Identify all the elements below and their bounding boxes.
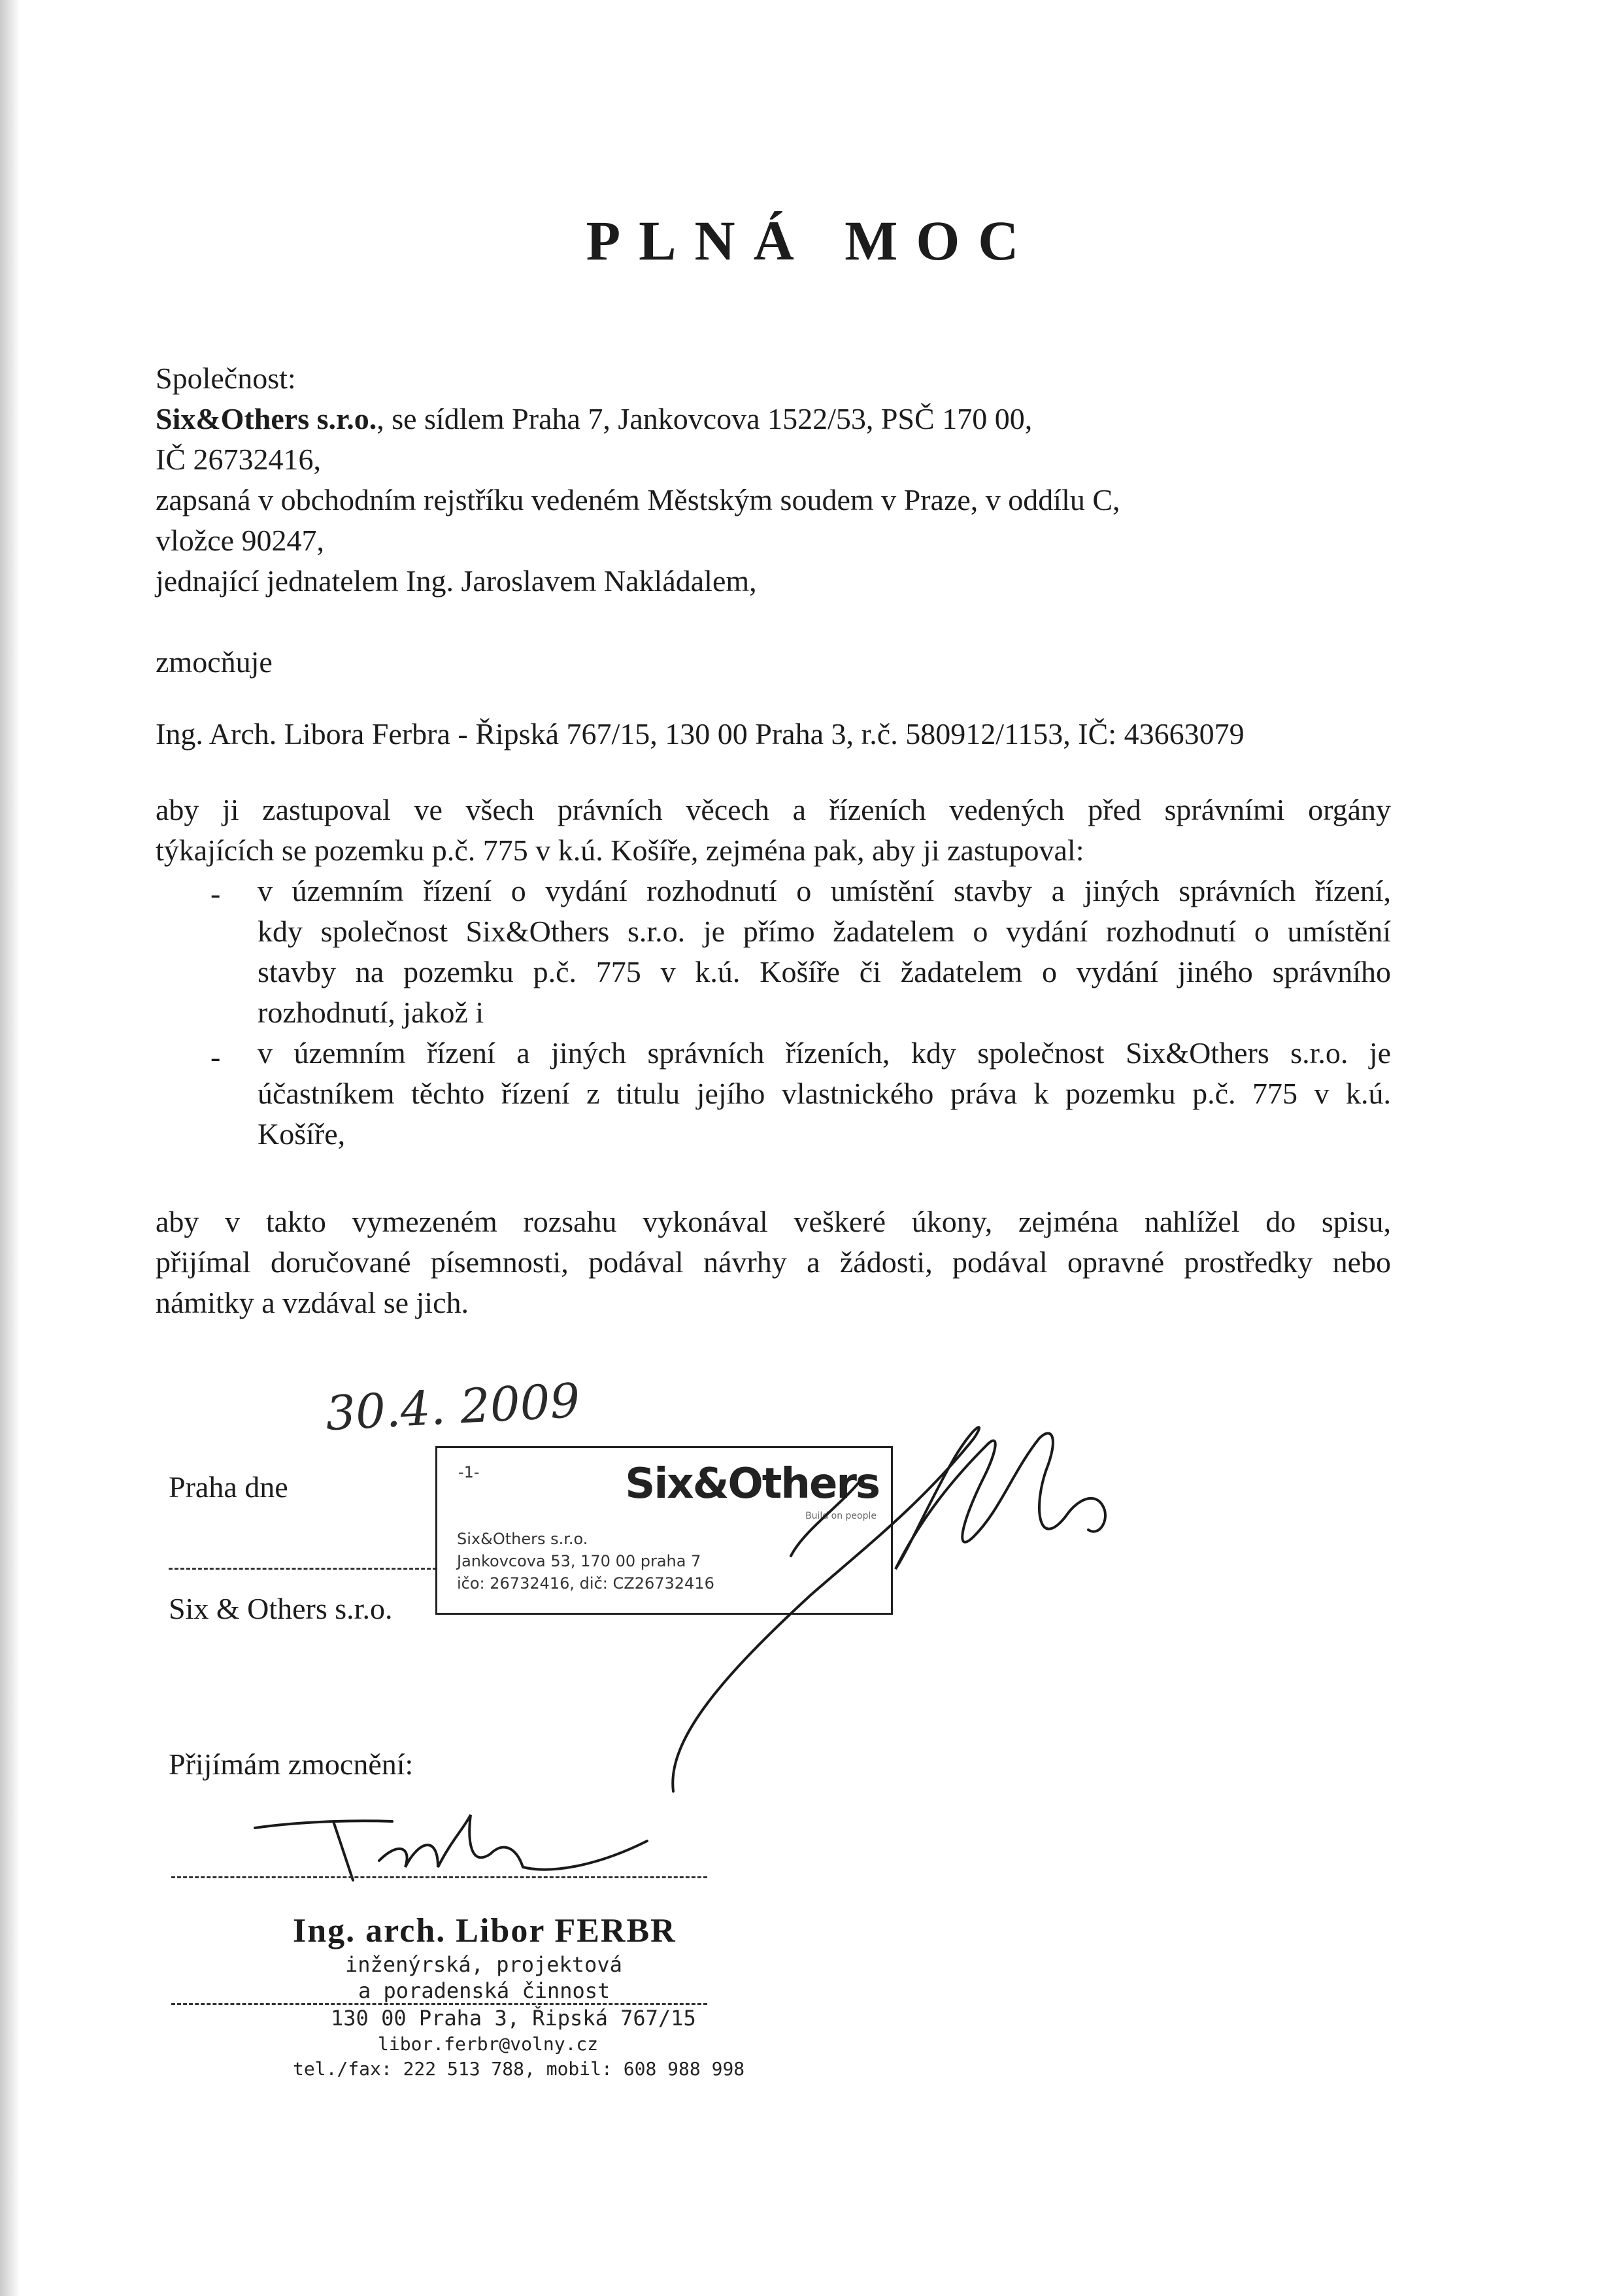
- scope-line-2: přijímal doručované písemnosti, podával návrhy a žádosti, podával opravné prostředky nebo: [156, 1245, 1391, 1279]
- represented-by: jednající jednatelem Ing. Jaroslavem Nakládalem,: [156, 564, 757, 598]
- company-address: , se sídlem Praha 7, Jankovcova 1522/53, PSČ 170 00,: [376, 402, 1033, 435]
- stamp-mark: -1-: [458, 1463, 480, 1481]
- document-title: PLNÁ MOC: [586, 209, 1037, 272]
- company-signature: [647, 1399, 1170, 1804]
- stamp-line-1: Six&Others s.r.o.: [457, 1530, 588, 1548]
- authorizes-word: zmocňuje: [156, 645, 273, 679]
- register-line: zapsaná v obchodním rejstříku vedeném Městským soudem v Praze, v oddílu C,: [156, 483, 1120, 516]
- purpose-line-2: týkajících se pozemku p.č. 775 v k.ú. Košíře, zejména pak, aby ji zastupoval:: [156, 834, 1084, 867]
- bullet-1-line-3: stavby na pozemku p.č. 775 v k.ú. Košíře či žadatelem o vydání jiného správního: [258, 955, 1391, 988]
- company-signature-line: [169, 1568, 437, 1570]
- bullet-marker: -: [210, 1040, 221, 1073]
- company-id: IČ 26732416,: [156, 443, 321, 476]
- company-label: Společnost:: [156, 362, 296, 395]
- agent-signature: [242, 1802, 660, 1900]
- place-date-label: Praha dne: [169, 1470, 288, 1504]
- bullet-1-line-2: kdy společnost Six&Others s.r.o. je přímo žadatelem o vydání rozhodnutí o umístění: [258, 915, 1391, 948]
- stamp-tagline: Build on people: [805, 1511, 877, 1521]
- agent-line: Ing. Arch. Libora Ferbra - Řipská 767/15, 130 00 Praha 3, r.č. 580912/1153, IČ: 43663079: [156, 717, 1245, 751]
- scope-line-3: námitky a vzdával se jich.: [156, 1286, 469, 1319]
- agent-stamp-divider: [171, 2003, 707, 2005]
- accept-label: Přijímám zmocnění:: [169, 1747, 414, 1781]
- stamp-line-3: ičo: 26732416, dič: CZ26732416: [457, 1574, 714, 1593]
- handwritten-date: 30.4. 2009: [324, 1372, 582, 1442]
- bullet-2-line-1: v územním řízení a jiných správních řízeních, kdy společnost Six&Others s.r.o. je: [258, 1036, 1391, 1070]
- bullet-2-line-2: účastníkem těchto řízení z titulu jejího vlastnického práva k pozemku p.č. 775 v k.ú.: [258, 1077, 1391, 1110]
- agent-signature-line: [171, 1876, 707, 1878]
- register-insert: vložce 90247,: [156, 524, 325, 557]
- stamp-logo: Six&Others: [625, 1460, 879, 1508]
- purpose-line-1: aby ji zastupoval ve všech právních věcech a řízeních vedených před správními orgány: [156, 793, 1391, 826]
- agent-stamp-line-3: 130 00 Praha 3, Řipská 767/15: [331, 2006, 696, 2031]
- agent-stamp-line-1: inženýrská, projektová: [345, 1952, 622, 1977]
- agent-stamp-name: Ing. arch. Libor FERBR: [293, 1912, 677, 1950]
- agent-stamp-line-5: tel./fax: 222 513 788, mobil: 608 988 998: [293, 2058, 745, 2080]
- company-name: Six&Others s.r.o.: [156, 402, 377, 435]
- agent-stamp-line-2: a poradenská činnost: [358, 1978, 611, 2003]
- company-line: [156, 399, 1032, 439]
- scope-line-1: aby v takto vymezeném rozsahu vykonával veškeré úkony, zejména nahlížel do spisu,: [156, 1205, 1391, 1238]
- scan-edge-shadow: [0, 0, 20, 2296]
- bullet-2-line-3: Košíře,: [258, 1117, 346, 1151]
- bullet-1-line-1: v územním řízení o vydání rozhodnutí o umístění stavby a jiných správních řízení,: [258, 874, 1391, 907]
- stamp-line-2: Jankovcova 53, 170 00 praha 7: [457, 1552, 701, 1570]
- agent-stamp-line-4: libor.ferbr@volny.cz: [378, 2033, 599, 2055]
- bullet-1-line-4: rozhodnutí, jakož i: [258, 996, 484, 1029]
- company-signature-label: Six & Others s.r.o.: [169, 1592, 393, 1625]
- bullet-marker: -: [210, 877, 221, 910]
